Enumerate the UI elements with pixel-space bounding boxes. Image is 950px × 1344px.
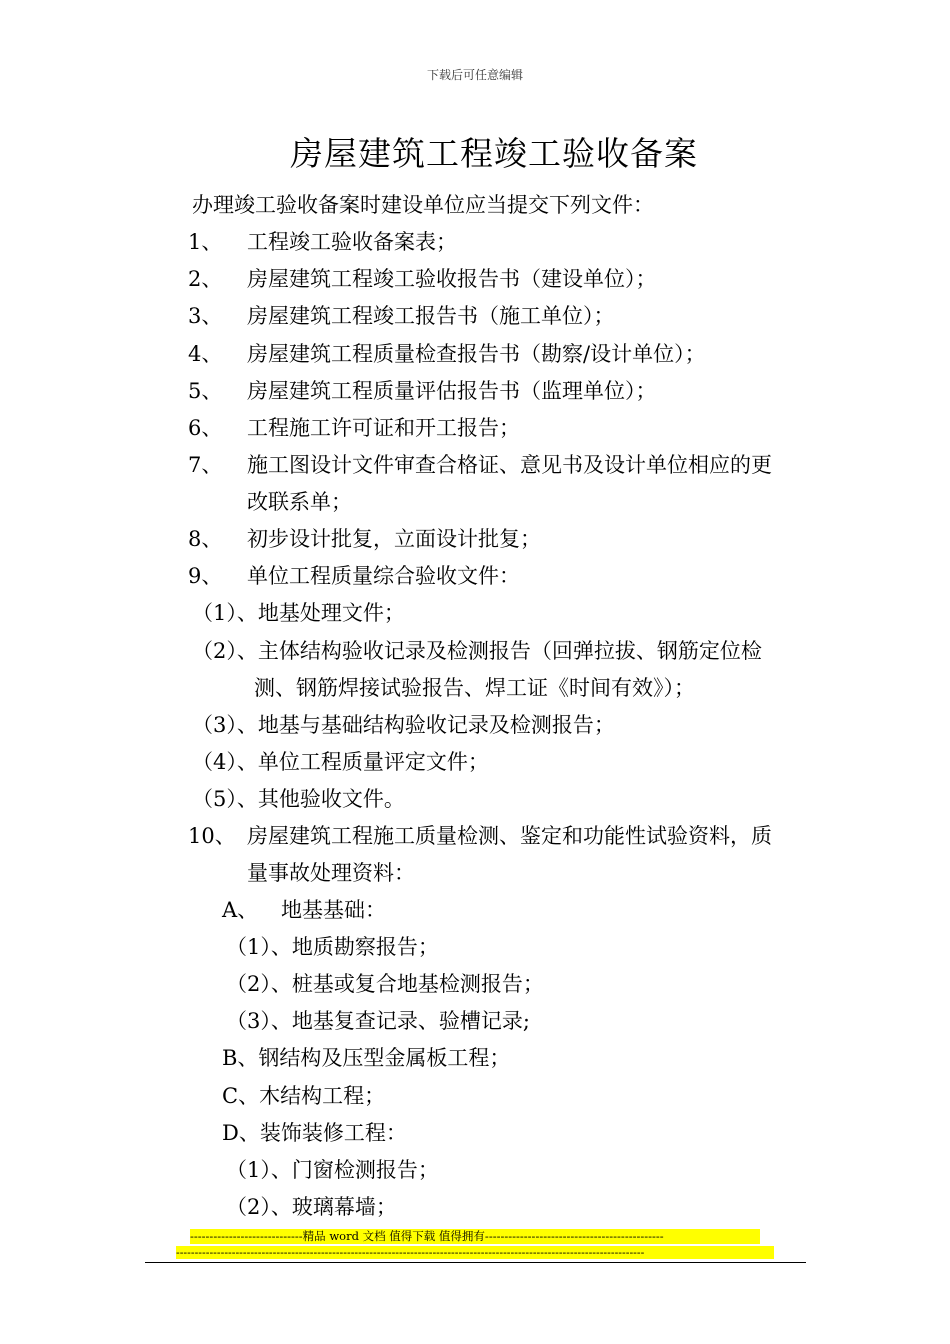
section-c: C、木结构工程； xyxy=(222,1084,386,1108)
item-text: 房屋建筑工程竣工报告书（施工单位）； xyxy=(247,304,615,328)
section-a-text: 地基基础： xyxy=(281,898,386,922)
item-text: 房屋建筑工程质量评估报告书（监理单位）； xyxy=(247,379,657,403)
item-text: 房屋建筑工程质量检查报告书（勘察/设计单位）； xyxy=(247,342,706,366)
item-text: 房屋建筑工程施工质量检测、鉴定和功能性试验资料，质 xyxy=(247,824,772,848)
item-text: 改联系单； xyxy=(247,490,352,514)
item-number: 9、 xyxy=(188,564,223,588)
item-number: 2、 xyxy=(188,267,223,291)
sub-item: （3）、地基复查记录、验槽记录; xyxy=(226,1009,530,1033)
item-text: 房屋建筑工程竣工验收报告书（建设单位）； xyxy=(247,267,657,291)
item-text: 量事故处理资料： xyxy=(247,861,415,885)
item-number: 7、 xyxy=(188,453,223,477)
sub-item: （4）、单位工程质量评定文件； xyxy=(192,750,489,774)
item-text: 工程竣工验收备案表； xyxy=(247,230,457,254)
item-number: 3、 xyxy=(188,304,223,328)
sub-item: （2）、玻璃幕墙； xyxy=(226,1195,397,1219)
item-text: 初步设计批复，立面设计批复； xyxy=(247,527,541,551)
section-a-label: A、 xyxy=(222,898,259,922)
item-number: 8、 xyxy=(188,527,223,551)
item-text: 施工图设计文件审查合格证、意见书及设计单位相应的更 xyxy=(247,453,772,477)
intro-text: 办理竣工验收备案时建设单位应当提交下列文件： xyxy=(192,193,654,217)
item-number: 5、 xyxy=(188,379,223,403)
item-number: 6、 xyxy=(188,416,223,440)
sub-item: （5）、其他验收文件。 xyxy=(192,787,405,811)
sub-item: （1）、地质勘察报告； xyxy=(226,935,439,959)
sub-item: （1）、门窗检测报告； xyxy=(226,1158,439,1182)
section-b: B、钢结构及压型金属板工程； xyxy=(222,1046,511,1070)
section-d: D、装饰装修工程： xyxy=(222,1121,407,1145)
footer-rule xyxy=(145,1262,806,1263)
sub-item: （2）、主体结构验收记录及检测报告（回弹拉拔、钢筋定位检 xyxy=(192,639,762,663)
sub-item-continuation: 测、钢筋焊接试验报告、焊工证《时间有效》）； xyxy=(254,676,695,700)
item-text: 单位工程质量综合验收文件： xyxy=(247,564,520,588)
item-number: 10、 xyxy=(188,824,236,848)
sub-item: （1）、地基处理文件； xyxy=(192,601,405,625)
sub-item: （2）、桩基或复合地基检测报告； xyxy=(226,972,544,996)
footer-dashes: ------------------------------------------------------------------------------------------------------------------------------ xyxy=(176,1246,774,1259)
sub-item: （3）、地基与基础结构验收记录及检测报告； xyxy=(192,713,615,737)
page-title: 房屋建筑工程竣工验收备案 xyxy=(290,134,698,173)
item-number: 1、 xyxy=(188,230,223,254)
item-number: 4、 xyxy=(188,342,223,366)
item-text: 工程施工许可证和开工报告； xyxy=(247,416,520,440)
footer-banner: -----------------------------精品 word 文档 值得下载 值得拥有---------------------------------------------- xyxy=(190,1229,760,1244)
page-header: 下载后可任意编辑 xyxy=(426,68,523,82)
